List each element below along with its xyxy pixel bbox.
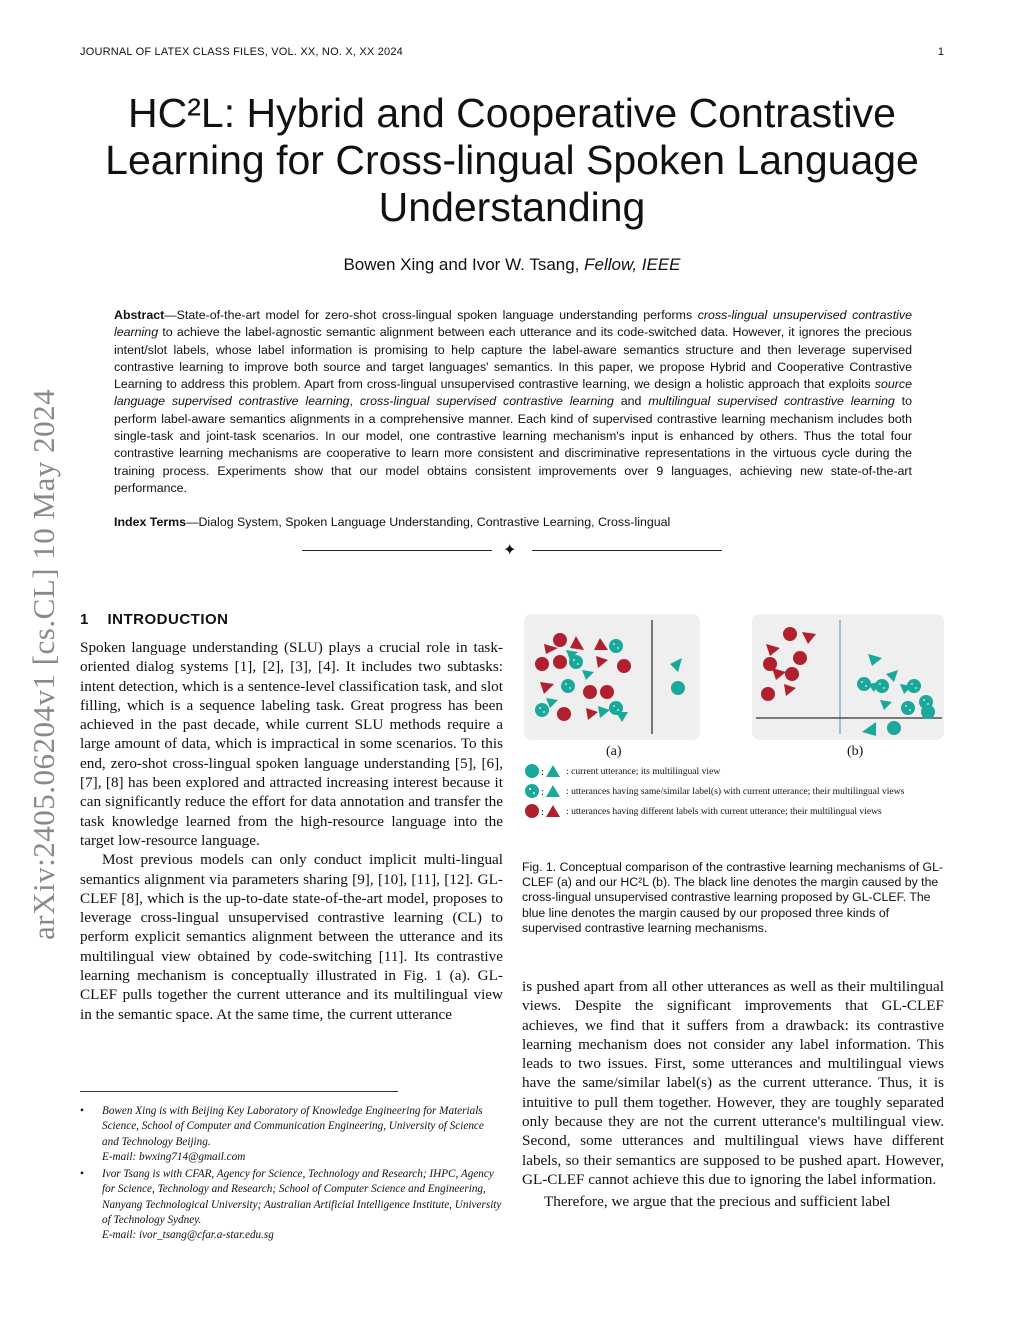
teal-dotted-triangle (598, 706, 610, 718)
teal-triangle-multilingual-view (670, 658, 682, 672)
svg-text::: : (541, 807, 544, 818)
footnote (80, 1104, 503, 1165)
panel-b-diagram (752, 614, 944, 740)
red-circle (783, 627, 797, 641)
footnote-rule (80, 1091, 398, 1092)
legend-current-icon (524, 762, 564, 780)
bullet-icon: • (80, 1168, 84, 1181)
bullet-icon: • (80, 1105, 84, 1117)
red-circle (793, 651, 807, 665)
legend-text: : current utterance; its multilingual view (566, 766, 721, 777)
panel-label-b: (b) (847, 744, 864, 759)
teal-circle-current-utterance (887, 721, 901, 735)
section-number: 1 (80, 611, 89, 628)
left-column (80, 638, 503, 1024)
section-heading (80, 611, 229, 628)
legend-similar-icon (524, 782, 564, 800)
legend-row (522, 762, 947, 782)
red-circle (617, 659, 631, 673)
teal-dotted-circle (857, 677, 871, 691)
red-triangle (594, 638, 608, 650)
footnote-email: E-mail: bwxing714@gmail.com (102, 1150, 246, 1163)
panel-label-a: (a) (606, 744, 622, 759)
red-triangle (766, 644, 780, 656)
red-triangle (586, 708, 598, 720)
red-circle (557, 707, 571, 721)
abstract-text: to achieve the label-agnostic semantic alignment between each utterance and its code-switched data. However, it ignores the precious intent/slot labels, whose label information is promising to help capture the label-aware semantics structure and then leverage supervised contrastive learning to improve both source and target languages' semantics. In this paper, we propose Hybrid and Cooperative Contrastive Learning to address this problem. Apart from cross-lingual unsupervised contrastive learning, we design a holistic approach that exploits (114, 325, 912, 392)
figure-panel-b (752, 614, 944, 740)
teal-dotted-triangle (880, 700, 892, 710)
title-line: HC²L: Hybrid and Cooperative Contrastive (128, 90, 896, 136)
red-triangle (772, 668, 786, 680)
red-circle (553, 633, 567, 647)
right-column (522, 977, 944, 1212)
footnote-text: Bowen Xing is with Beijing Key Laboratory of Knowledge Engineering for Materials Science, School of Computer and Communication Engineering, University of Science and Technology Beijing. (102, 1105, 484, 1148)
teal-dotted-circle (875, 679, 889, 693)
title-line: Understanding (378, 184, 646, 230)
legend-text: : utterances having same/similar label(s) with current utterance; their multilingual views (566, 786, 905, 797)
red-circle (600, 685, 614, 699)
teal-dotted-circle (901, 701, 915, 715)
svg-text::: : (541, 767, 544, 778)
footnotes (80, 1104, 503, 1246)
abstract-text: —State-of-the-art model for zero-shot cross-lingual spoken language understanding performs (164, 308, 698, 322)
abstract-emphasis: cross-lingual unsupervised contrastive learning (114, 308, 912, 340)
legend-row (522, 782, 947, 802)
page-number: 1 (937, 46, 944, 58)
author-list (100, 255, 924, 275)
teal-dotted-triangle (616, 712, 628, 722)
legend-row (522, 802, 947, 822)
footnote-email: E-mail: ivor_tsang@cfar.a-star.edu.sg (102, 1229, 274, 1242)
svg-text::: : (541, 787, 544, 798)
title-line: Learning for Cross-lingual Spoken Language (105, 137, 919, 183)
footnote-text: Ivor Tsang is with CFAR, Agency for Science, Technology and Research; IHPC, Agency for Science, Technology and Research; School of Computer Science and Engineering, Nanyang Technological University; Australian Artificial Intelligence Institute, University of Technology Sydney. (102, 1168, 502, 1227)
abstract-text: and (613, 394, 649, 409)
abstract-text: , (349, 394, 360, 409)
teal-dotted-triangle (886, 670, 898, 682)
paper-title (100, 90, 924, 231)
divider-rule (532, 550, 722, 551)
teal-dotted-circle (561, 679, 575, 693)
paragraph: is pushed apart from all other utterances as well as their multilingual views. Despite the significant improvements that GL-CLEF achieves, we find that it suffers from a drawback: its contrastive learning mechanism does not consider any label information. This leads to two issues. First, some utterances and multilingual views have the same/similar label(s) as the current utterance. Thus, it is intuitive to pull them together. However, they are toughly separated only because they are not the current utterance's multilingual view. Second, some utterances and multilingual views have different labels, so their semantics are supposed to be pushed apart. However, GL-CLEF cannot achieve this due to ignoring the label information. (522, 978, 944, 1188)
running-head: JOURNAL OF LATEX CLASS FILES, VOL. XX, NO. X, XX 2024 (80, 46, 403, 58)
red-triangle (784, 684, 796, 696)
divider-rule (302, 550, 492, 551)
legend-text: : utterances having different labels with current utterance; their multilingual views (566, 806, 882, 817)
abstract-emphasis: cross-lingual supervised contrastive learning (359, 394, 614, 409)
abstract-emphasis: multilingual supervised contrastive learning (648, 394, 895, 409)
red-triangle (596, 656, 608, 668)
teal-dotted-circle (535, 703, 549, 717)
red-triangle (802, 632, 816, 644)
section-title: INTRODUCTION (107, 611, 229, 628)
red-circle (535, 657, 549, 671)
divider-glyph-icon: ✦ (503, 542, 517, 559)
section-divider (302, 540, 722, 560)
paragraph: Most previous models can only conduct implicit multi-lingual semantics alignment via parameters sharing [9], [10], [11], [12]. GL-CLEF [8], which is the up-to-date state-of-the-art model, proposes to leverage cross-lingual unsupervised contrastive learning (CL) to perform explicit semantics alignment between the utterance and its multilingual view obtained by code-switching [11]. Its contrastive learning mechanism is conceptually illustrated in Fig. 1 (a). GL-CLEF pulls together the current utterance and its multilingual view in the semantic space. At the same time, the current utterance (80, 851, 503, 1023)
abstract-emphasis: source language supervised contrastive learning (114, 377, 912, 409)
red-circle (785, 667, 799, 681)
red-triangle (540, 682, 554, 694)
teal-dotted-circle (921, 705, 935, 719)
index-terms-text: —Dialog System, Spoken Language Understanding, Contrastive Learning, Cross-lingual (186, 515, 671, 529)
figure-caption: Fig. 1. Conceptual comparison of the contrastive learning mechanisms of GL-CLEF (a) and our HC²L (b). The black line denotes the margin caused by the cross-lingual unsupervised contrastive learning proposed by GL-CLEF. The blue line denotes the margin caused by our proposed three kinds of supervised contrastive learning mechanisms. (522, 860, 944, 935)
red-circle (553, 655, 567, 669)
teal-dotted-circle (609, 639, 623, 653)
red-circle (583, 685, 597, 699)
abstract (114, 307, 912, 497)
index-terms (114, 515, 912, 529)
teal-circle-current-utterance (671, 681, 685, 695)
index-terms-label: Index Terms (114, 515, 187, 529)
red-triangle (570, 636, 584, 650)
abstract-text: to perform label-aware semantics alignments in a comprehensive manner. Each kind of supervised contrastive learning mechanism includes both single-task and joint-task scenarios. In our model, one contrastive learning mechanism's input is enhanced by others. Thus the total four contrastive learning mechanisms are cooperative to learn more consistent and discriminative representations in the virtuous cycle during the training process. Experiments show that our model obtains consistent improvements over 9 languages, achieving new state-of-the-art performance. (114, 394, 913, 495)
author-names: Bowen Xing and Ivor W. Tsang, (343, 255, 580, 274)
paragraph: Spoken language understanding (SLU) plays a crucial role in task-oriented dialog systems [1], [2], [3], [4]. It includes two subtasks: intent detection, which is a sentence-level classification task, and slot filling, which is a sequence labeling task. Great progress has been achieved in the past decade, while current SLU methods require a large amount of data, which is impractical in some scenarios. To this end, zero-shot cross-lingual spoken language understanding [5], [6], [7], [8] has been explored and attracted increasing interest because it can significantly reduce the effort for data annotation and transfer the task knowledge learned from the high-resource language into the target low-resource language. (80, 639, 503, 849)
figure-legend (522, 762, 947, 822)
figure-1 (522, 610, 947, 850)
abstract-label: Abstract (114, 308, 165, 322)
panel-a-diagram (524, 614, 700, 740)
author-fellow: Fellow, IEEE (584, 255, 681, 274)
teal-dotted-triangle (868, 654, 882, 666)
teal-dotted-triangle (582, 670, 594, 680)
paragraph: Therefore, we argue that the precious and sufficient label (544, 1193, 891, 1211)
teal-dotted-circle (907, 679, 921, 693)
arxiv-stamp: arXiv:2405.06204v1 [cs.CL] 10 May 2024 (26, 388, 61, 940)
teal-triangle-multilingual-view (862, 722, 876, 736)
legend-different-icon (524, 802, 564, 820)
figure-panel-a (524, 614, 700, 740)
footnote (80, 1167, 503, 1243)
red-circle (761, 687, 775, 701)
